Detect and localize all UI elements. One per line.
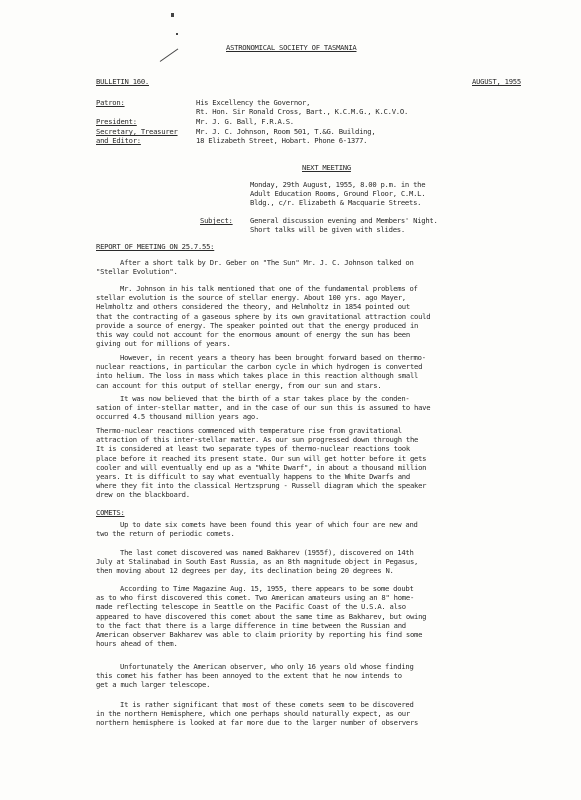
meeting-detail-3: Bldg., c/r. Elizabeth & Macquarie Streets. [250,198,422,207]
text-line: July at Stalinabad in South East Russia, as an 8th magnitude object in Pegasus, [96,557,419,567]
comets-paragraph-3 [96,584,532,648]
text-line: drew on the blackboard. [96,490,190,500]
text-line: in the northern Hemisphere, which one perhaps should naturally expect, as our [96,709,410,719]
text-line: where they fit into the classical Hertzsprung - Russell diagram which the speaker [96,481,427,491]
margin-mark-2 [176,33,178,35]
text-line: Helmholtz and others considered the theory, and Helmholtz in 1854 pointed out [96,302,410,312]
text-line: However, in recent years a theory has been brought forward based on thermo- [120,353,426,362]
text-line: appeared to have discovered this comet about the same time as Bakharev, but owing [96,611,427,621]
text-line: can account for this output of stellar energy, from our sun and stars. [96,380,382,390]
text-line: giving out for millions of years. [96,339,231,349]
text-line: place before it reached its present state. Our sun will get hotter before it gets [96,453,427,463]
secretary-label: Secretary, Treasurer [96,127,178,136]
text-line: that the contracting of a gaseous sphere by its own gravitational attraction could [96,311,431,321]
subject-line-2: Short talks will be given with slides. [250,225,405,234]
text-line: two the return of periodic comets. [96,529,235,539]
bulletin-date: AUGUST, 1955 [472,77,521,86]
bulletin-number: BULLETIN 160. [96,77,150,86]
meeting-detail-1: Monday, 29th August, 1955, 8.00 p.m. in the [250,180,426,189]
text-line: made reflecting telescope in Seattle on the Pacific Coast of the U.S.A. also [96,602,406,612]
comets-paragraph-5 [96,700,532,728]
subject-label: Subject: [200,216,233,225]
text-line: northern hemisphere is looked at far more due to the larger number of observers [96,718,419,728]
report-paragraph-5 [96,426,532,500]
text-line: to the fact that there is a large difference in time between the Russian and [96,620,406,630]
text-line: It is rather significant that most of these comets seem to be discovered [120,700,414,709]
report-paragraph-2 [96,284,532,348]
meeting-detail-2: Adult Education Rooms, Ground Floor, C.M.L. [250,189,426,198]
president-label: President: [96,117,137,126]
text-line: get a much larger telescope. [96,680,211,690]
text-line: as to who first discovered this comet. Two American amateurs using an 8" home- [96,593,415,603]
comets-paragraph-1 [96,520,532,538]
text-line: After a short talk by Dr. Geber on "The Sun" Mr. J. C. Johnson talked on [120,258,414,267]
text-line: attraction of this inter-stellar matter. As our sun progressed down through the [96,435,419,445]
text-line: then moving about 12 degrees per day, its declination being 20 degrees N. [96,566,394,576]
text-line: occurred 4.5 thousand million years ago. [96,412,260,422]
patron-line-1: His Excellency the Governor, [196,98,311,107]
text-line: It was now believed that the birth of a star takes place by the conden- [120,394,410,403]
text-line: stellar evolution is the source of stellar energy. About 100 yrs. ago Mayer, [96,293,406,303]
text-line: Mr. Johnson in his talk mentioned that one of the fundamental problems of [120,284,418,293]
report-paragraph-4 [96,394,532,422]
text-line: into helium. The loss in mass which takes place in this reaction although small [96,371,419,381]
text-line: It is considered at least two separate types of thermo-nuclear reactions took [96,444,410,454]
text-line: American observer Bakharev was able to claim priority by reporting his find some [96,630,423,640]
text-line: nuclear reactions, in particular the carbon cycle in which hydrogen is converted [96,362,423,372]
editor-label: and Editor: [96,136,141,145]
comets-heading: COMETS: [96,508,125,517]
text-line: this way could not account for the enormous amount of energy the sun has been [96,330,410,340]
text-line: this comet his father has been annoyed to the extent that he now intends to [96,671,402,681]
subject-line-1: General discussion evening and Members' Night. [250,216,438,225]
patron-line-2: Rt. Hon. Sir Ronald Cross, Bart., K.C.M.G., K.C.V.O. [196,107,409,116]
margin-mark-3 [160,48,179,61]
text-line: hours ahead of them. [96,639,178,649]
text-line: According to Time Magazine Aug. 15, 1955, there appears to be some doubt [120,584,414,593]
text-line: Up to date six comets have been found this year of which four are new and [120,520,418,529]
society-title: ASTRONOMICAL SOCIETY OF TASMANIA [226,43,357,52]
comets-paragraph-2 [96,548,532,576]
text-line: years. It is difficult to say what eventually happens to the White Dwarfs and [96,472,410,482]
president-name: Mr. J. G. Ball, F.R.A.S. [196,117,294,126]
patron-label: Patron: [96,98,125,107]
report-heading: REPORT OF MEETING ON 25.7.55: [96,242,215,251]
next-meeting-heading: NEXT MEETING [302,163,351,172]
text-line: "Stellar Evolution". [96,267,178,277]
text-line: provide a source of energy. The speaker pointed out that the energy produced in [96,320,419,330]
report-paragraph-1 [96,258,532,276]
margin-mark-1 [171,13,174,17]
text-line: cooler and will eventually end up as a "White Dwarf", in about a thousand million [96,462,427,472]
text-line: Unfortunately the American observer, who only 16 years old whose finding [120,662,414,671]
report-paragraph-3 [96,353,532,390]
comets-paragraph-4 [96,662,532,690]
text-line: The last comet discovered was named Bakharev (1955f), discovered on 14th [120,548,414,557]
secretary-line-2: 18 Elizabeth Street, Hobart. Phone 6-1377. [196,136,368,145]
secretary-line-1: Mr. J. C. Johnson, Room 501, T.&G. Building, [196,127,376,136]
text-line: Thermo-nuclear reactions commenced with temperature rise from gravitational [96,426,402,435]
text-line: sation of inter-stellar matter, and in the case of our sun this is assumed to have [96,403,431,413]
